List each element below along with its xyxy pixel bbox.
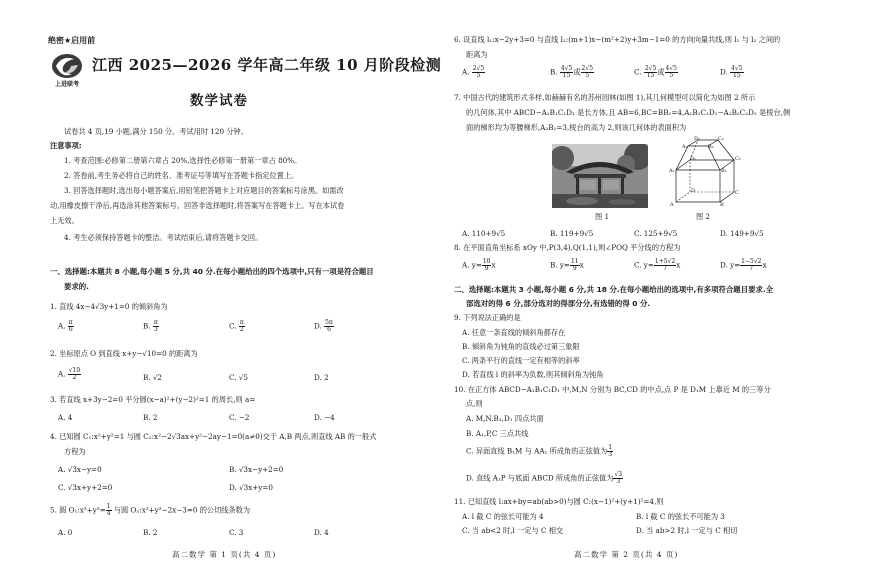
question-7-stem: 7. 中国古代的建筑形式多样,如赫赫有名的苏州园林(如图 1),其几何模型可以简化为如图 2 所示 [454, 93, 756, 102]
question-1-option-a[interactable]: A. $\frac{\pi}{6}$ [58, 319, 73, 333]
figure-1-pavilion-photo [552, 144, 648, 208]
question-3-option-b[interactable]: B. 2 [143, 413, 158, 422]
label-c1: C₁ [735, 156, 741, 162]
label-b: B [720, 202, 724, 208]
question-5-option-a[interactable]: A. 0 [58, 528, 73, 537]
label-a1: A₁ [669, 168, 675, 174]
question-3-stem: 3. 若直线 x+3y−2=0 平分圆(x−a)²+(y−2)²=1 的周长,则 a= [50, 395, 256, 404]
section-2-header-cont: 部选对的得 6 分,部分选对的得部分分,有选错的得 0 分. [466, 299, 651, 308]
question-11-stem: 11. 已知直线 l:ax+by=ab(ab>0)与圆 C:(x−1)²+(y+1)²=4,则 [454, 497, 664, 506]
question-10-option-c[interactable]: C. 异面直线 B₁M 与 AA₁ 所成角的正弦值为 $\frac{1}{3}$ [466, 444, 613, 458]
question-7-option-b[interactable]: B. 119+9√5 [550, 229, 594, 238]
figure-2-caption: 图 2 [696, 212, 711, 221]
question-8-option-d[interactable]: D. y= $\frac{1-5√2}{7}$ x [720, 258, 767, 272]
figure-2-geometry-model [668, 136, 746, 212]
question-2-option-a[interactable]: A. $\frac{√10}{2}$ [58, 367, 81, 381]
confidential-mark: 绝密★启用前 [48, 36, 96, 45]
label-c: C [735, 190, 739, 196]
question-1-option-b[interactable]: B. $\frac{\pi}{3}$ [143, 319, 158, 333]
question-4-option-a[interactable]: A. √3x−y=0 [58, 465, 102, 474]
question-2-option-b[interactable]: B. √2 [143, 373, 163, 382]
subject-title: 数学试卷 [190, 93, 248, 109]
question-9-option-a[interactable]: A. 任意一条直线的倾斜角都存在 [462, 328, 566, 337]
question-5-option-c[interactable]: C. 3 [229, 528, 244, 537]
note-line: 动,用橡皮擦干净后,再选涂其他答案标号。回答非选择题时,将答案写在答题卡上。写在本试卷 [50, 201, 345, 210]
question-6-stem: 6. 设直线 l₁:x−2y+3=0 与直线 l₂:(m+1)x−(m²+2)y+3m−1=0 的方向向量共线,则 l₁ 与 l₂ 之间的 [454, 35, 781, 44]
question-5-option-d[interactable]: D. 4 [314, 528, 329, 537]
notes-title: 注意事项: [50, 141, 82, 150]
exam-title: 江西 2025—2026 学年高二年级 10 月阶段检测 [92, 56, 442, 74]
question-1-option-c[interactable]: C. $\frac{\pi}{2}$ [229, 319, 244, 333]
question-11-option-d[interactable]: D. 当 ab>2 时,l 一定与 C 相切 [636, 526, 738, 535]
note-line: 3. 回答选择题时,选出每小题答案后,用铅笔把答题卡上对应题目的答案标号涂黑。如需改 [64, 186, 344, 195]
label-a2: A₂ [682, 144, 688, 150]
question-6-option-c[interactable]: C. $\frac{2√5}{15}$ 或 $\frac{4√5}{5}$ [634, 65, 677, 79]
question-3-option-a[interactable]: A. 4 [58, 413, 73, 422]
question-3-option-d[interactable]: D. −4 [314, 413, 335, 422]
question-8-option-b[interactable]: B. y= $\frac{11}{9}$ x [550, 258, 584, 272]
question-10-stem-cont: 点,则 [466, 399, 483, 408]
question-4-option-d[interactable]: D. √3x+y=0 [229, 483, 273, 492]
label-d: D [691, 188, 696, 194]
question-11-option-c[interactable]: C. 当 ab<2 时,l 一定与 C 相交 [462, 526, 564, 535]
page-2-footer: 高二数学 第 2 页(共 4 页) [574, 550, 679, 559]
question-2-stem: 2. 坐标原点 O 到直线 x+y−√10=0 的距离为 [50, 349, 198, 358]
question-3-option-c[interactable]: C. −2 [229, 413, 250, 422]
question-1-stem: 1. 直线 4x−4√3y+1=0 的倾斜角为 [50, 302, 168, 311]
question-4-stem: 4. 已知圆 C₁:x²+y²=1 与圆 C₂:x²−2√3ax+y²−2ay−1=0(a≠0)交于 A,B 两点,则直线 AB 的一般式 [50, 432, 377, 441]
page-2 [446, 0, 870, 578]
question-1-option-d[interactable]: D. $\frac{5\pi}{6}$ [314, 319, 333, 333]
question-7-option-d[interactable]: D. 149+9√5 [720, 229, 764, 238]
question-10-stem: 10. 在正方体 ABCD−A₁B₁C₁D₁ 中,M,N 分别为 BC,CD 的中点,点 P 是 D₁M 上靠近 M 的三等分 [454, 385, 771, 394]
label-d1: D₁ [690, 156, 697, 162]
note-line: 4. 考生必须保持答题卡的整洁。考试结束后,请将答题卡交回。 [64, 233, 263, 242]
question-6-option-d[interactable]: D. $\frac{4√5}{15}$ [720, 65, 743, 79]
note-line: 上无效。 [50, 216, 79, 225]
section-1-header-cont: 要求的. [64, 282, 89, 291]
question-4-stem-cont: 方程为 [64, 447, 86, 456]
question-7-option-a[interactable]: A. 110+9√5 [462, 229, 506, 238]
label-a: A [670, 202, 674, 208]
question-10-option-b[interactable]: B. A₁,P,C 三点共线 [466, 429, 529, 438]
question-9-option-c[interactable]: C. 两条平行的直线一定有相等的斜率 [462, 356, 580, 365]
question-7-option-c[interactable]: C. 125+9√5 [634, 229, 678, 238]
note-line: 1. 考查范围:必修第二册第六章占 20%,选择性必修第一册第一章占 80%。 [64, 156, 302, 165]
label-b1: B₁ [721, 168, 727, 174]
label-c2: C₂ [718, 136, 724, 142]
logo-text: 上进联考 [54, 81, 79, 88]
section-2-header: 二、选择题:本题共 3 小题,每小题 6 分,共 18 分.在每小题给出的选项中,有多项符合题目要求.全 [454, 285, 774, 294]
question-4-option-b[interactable]: B. √3x−y+2=0 [229, 465, 284, 474]
label-b2: B₂ [708, 144, 714, 150]
publisher-logo [48, 52, 86, 92]
figure-1-caption: 图 1 [595, 212, 610, 221]
question-9-stem: 9. 下列说法正确的是 [454, 313, 521, 322]
question-5-option-b[interactable]: B. 2 [143, 528, 158, 537]
question-7-stem-cont: 面的梯形均为等腰梯形,A₂B₂=3,棱台的高为 2,则该几何体的表面积为 [466, 123, 687, 132]
question-6-stem-cont: 距离为 [466, 50, 488, 59]
question-9-option-b[interactable]: B. 倾斜角为钝角的直线必过第三象限 [462, 342, 580, 351]
question-8-option-c[interactable]: C. y= $\frac{1+5√2}{7}$ x [634, 258, 681, 272]
question-7-stem-cont: 的几何体,其中 ABCD−A₁B₁C₁D₁ 是长方体,且 AB=6,BC=BB₁=4,A₁B₁C₁D₁−A₂B₂C₂D₂ 是棱台,侧 [466, 108, 791, 117]
label-d2: D₂ [694, 136, 701, 142]
question-10-option-d[interactable]: D. 直线 A₁P 与底面 ABCD 所成角的正弦值为 $\frac{√3}{3}$ [466, 471, 623, 485]
question-5-stem: 5. 圆 O₁:x²+y²= $\frac{1}{4}$ 与圆 O₂:x²+y²−2x−3=0 的公切线条数为 [50, 503, 251, 517]
section-1-header: 一、选择题:本题共 8 小题,每小题 5 分,共 40 分.在每小题给出的四个选项中,只有一项是符合题目 [50, 267, 374, 276]
question-2-option-d[interactable]: D. 2 [314, 373, 329, 382]
frustum-cuboid-diagram [668, 136, 746, 212]
question-4-option-c[interactable]: C. √3x+y+2=0 [58, 483, 113, 492]
question-10-option-a[interactable]: A. M,N,B₁,D₁ 四点共面 [466, 414, 544, 423]
question-2-option-c[interactable]: C. √5 [229, 373, 248, 382]
logo-swirl-icon [48, 52, 86, 82]
note-line: 2. 答卷前,考生务必将自己的姓名、准考证号等填写在答题卡指定位置上。 [64, 171, 299, 180]
question-11-option-b[interactable]: B. l 截 C 的弦长不可能为 3 [636, 512, 725, 521]
question-6-option-b[interactable]: B. $\frac{4√5}{15}$ 或 $\frac{2√5}{5}$ [550, 65, 594, 79]
exam-intro: 试卷共 4 页,19 小题,满分 150 分。考试用时 120 分钟。 [64, 127, 248, 136]
page-1-footer: 高二数学 第 1 页(共 4 页) [172, 550, 277, 559]
question-9-option-d[interactable]: D. 若直线 l 的斜率为负数,则其倾斜角为钝角 [462, 370, 604, 379]
question-11-option-a[interactable]: A. l 截 C 的弦长可能为 4 [462, 512, 544, 521]
question-8-option-a[interactable]: A. y= $\frac{10}{9}$ x [462, 258, 496, 272]
question-6-option-a[interactable]: A. $\frac{2√5}{5}$ [462, 65, 485, 79]
pavilion-photo-image [552, 144, 648, 208]
question-8-stem: 8. 在平面直角坐标系 xOy 中,P(3,4),Q(1,1),则∠POQ 平分线的方程为 [454, 243, 681, 252]
